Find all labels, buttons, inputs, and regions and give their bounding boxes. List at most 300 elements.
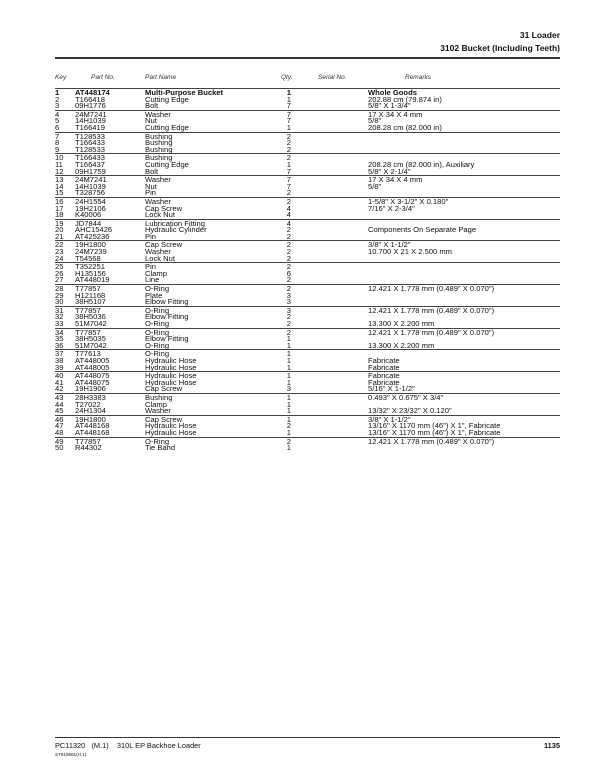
row-group [55, 132, 560, 154]
cell-part-name: Cutting Edge [145, 159, 189, 169]
cell-qty: 1 [286, 340, 291, 350]
col-key: Key [55, 74, 67, 81]
cell-qty: 1 [286, 427, 291, 437]
cell-key: 22 [55, 240, 64, 250]
cell-qty: 7 [286, 101, 291, 111]
cell-remarks: 5/8" [368, 181, 382, 191]
doc-revision: (M.1) [91, 741, 109, 750]
cell-key: 12 [55, 166, 64, 176]
cell-part-name: Washer [145, 247, 171, 257]
cell-part-no: T77857 [75, 436, 101, 446]
col-qty: Qty. [281, 74, 293, 81]
table-row [55, 321, 560, 328]
cell-qty: 7 [286, 181, 291, 191]
cell-qty: 1 [286, 159, 291, 169]
cell-qty: 2 [286, 225, 291, 235]
table-row [55, 155, 560, 162]
col-part-name: Part Name [145, 74, 177, 81]
cell-key: 39 [55, 362, 64, 372]
cell-remarks: Fabricate [368, 355, 400, 365]
table-row [55, 90, 560, 97]
table-row [55, 218, 560, 228]
table-row [55, 190, 560, 197]
cell-part-no: AT448075 [75, 377, 110, 387]
cell-key: 37 [55, 349, 64, 359]
table-row [55, 299, 560, 306]
row-group [55, 437, 560, 452]
cell-part-no: 38H5107 [75, 297, 106, 307]
table-row [55, 109, 560, 119]
section-title: 31 Loader [519, 30, 560, 40]
cell-key: 8 [55, 138, 60, 148]
cell-qty: 1 [286, 362, 291, 372]
cell-part-no: AT448168 [75, 421, 110, 431]
cell-qty: 1 [286, 377, 291, 387]
cell-remarks: 12.421 X 1.778 mm (0.489" X 0.070") [368, 305, 495, 315]
cell-qty: 2 [286, 312, 291, 322]
table-row [55, 140, 560, 147]
table-row [55, 286, 560, 293]
table-row [55, 305, 560, 315]
cell-qty: 7 [286, 166, 291, 176]
cell-qty: 1 [286, 94, 291, 104]
cell-part-name: Washer [145, 196, 171, 206]
cell-key: 10 [55, 153, 64, 163]
table-row [55, 212, 560, 219]
row-group [55, 240, 560, 262]
cell-qty: 2 [286, 231, 291, 241]
table-row [55, 159, 560, 169]
cell-remarks: Fabricate [368, 377, 400, 387]
cell-part-name: Tie Band [145, 443, 176, 453]
cell-key: 7 [55, 131, 60, 141]
cell-part-no: T328756 [75, 188, 105, 198]
cell-part-no: 14H1039 [75, 116, 106, 126]
cell-part-name: Nut [145, 181, 157, 191]
cell-part-name: Line [145, 275, 160, 285]
cell-qty: 4 [286, 210, 291, 220]
cell-part-no: AT425236 [75, 231, 110, 241]
table-row [55, 268, 560, 278]
cell-part-no: T166433 [75, 138, 105, 148]
cell-part-no: AT448174 [75, 88, 110, 97]
cell-part-name: Pin [145, 262, 156, 272]
table-row [55, 408, 560, 415]
cell-remarks: 5/8" X 2-1/4" [368, 166, 411, 176]
table-row [55, 103, 560, 110]
cell-part-name: O-Ring [145, 327, 170, 337]
cell-qty: 2 [286, 262, 291, 272]
cell-key: 14 [55, 181, 64, 191]
cell-key: 33 [55, 319, 64, 328]
cell-remarks: 13/16" X 1170 mm (46") X 1", Fabricate [368, 427, 501, 437]
cell-part-no: AT448019 [75, 275, 110, 285]
cell-key: 3 [55, 101, 60, 111]
cell-key: 1 [55, 88, 60, 97]
cell-part-no: T166433 [75, 153, 105, 163]
cell-remarks: 5/16" X 1-1/2" [368, 384, 415, 394]
cell-part-name: Bushing [145, 131, 173, 141]
cell-part-name: Hydraulic Hose [145, 362, 197, 372]
row-group [55, 175, 560, 197]
cell-part-name: Bolt [145, 166, 159, 176]
row-group [55, 393, 560, 415]
row-group [55, 349, 560, 371]
cell-part-name: Hydraulic Hose [145, 355, 197, 365]
row-group [55, 306, 560, 328]
cell-key: 26 [55, 268, 64, 278]
cell-qty: 3 [286, 384, 291, 394]
cell-part-name: O-Ring [145, 305, 170, 315]
cell-qty: 1 [286, 122, 291, 132]
cell-part-name: Hydraulic Cylinder [145, 225, 207, 235]
cell-remarks: 7/16" X 2-3/4" [368, 203, 415, 213]
cell-qty: 1 [286, 355, 291, 365]
cell-qty: 2 [286, 153, 291, 163]
cell-key: 15 [55, 188, 64, 198]
cell-remarks: 10.700 X 21 X 2.500 mm [368, 247, 453, 257]
table-row [55, 436, 560, 446]
cell-qty: 6 [286, 268, 291, 278]
cell-part-name: Cap Screw [145, 414, 183, 424]
table-row [55, 122, 560, 132]
cell-part-no: T27022 [75, 399, 101, 409]
cell-qty: 1 [286, 88, 291, 97]
row-group [55, 328, 560, 350]
page-number: 1135 [543, 741, 560, 750]
cell-qty: 2 [286, 327, 291, 337]
cell-remarks: 208.28 cm (82.000 in) [368, 122, 442, 132]
table-row [55, 231, 560, 241]
cell-key: 6 [55, 122, 60, 132]
table-row [55, 227, 560, 234]
cell-key: 31 [55, 305, 64, 315]
cell-remarks: 3/8" X 1-1/2" [368, 414, 411, 424]
cell-qty: 2 [286, 138, 291, 148]
cell-part-name: Elbow Fitting [145, 334, 189, 344]
cell-part-name: Bushing [145, 392, 173, 402]
table-row [55, 94, 560, 104]
cell-part-name: Plate [145, 290, 163, 300]
cell-remarks: 12.421 X 1.778 mm (0.489" X 0.070") [368, 327, 495, 337]
cell-part-name: Lubrication Fitting [145, 218, 205, 228]
cell-part-no: 19H2106 [75, 203, 106, 213]
row-group [55, 153, 560, 175]
cell-qty: 7 [286, 175, 291, 185]
cell-part-no: T77613 [75, 349, 101, 359]
cell-qty: 2 [286, 247, 291, 257]
cell-part-no: 19H1800 [75, 414, 106, 424]
cell-part-no: T166418 [75, 94, 105, 104]
cell-qty: 7 [286, 116, 291, 126]
parts-table [55, 88, 560, 452]
cell-remarks: Whole Goods [368, 88, 417, 97]
row-group [55, 219, 560, 241]
cell-qty: 1 [286, 399, 291, 409]
table-row [55, 196, 560, 206]
cell-part-no: T128533 [75, 131, 105, 141]
cell-part-no: AHC15426 [75, 225, 113, 235]
row-group [55, 110, 560, 132]
cell-part-name: Bushing [145, 144, 173, 154]
table-row [55, 392, 560, 402]
doc-number: PC11320 [55, 741, 86, 750]
cell-part-name: Washer [145, 406, 171, 416]
cell-remarks: 17 X 34 X 4 mm [368, 109, 423, 119]
table-row [55, 362, 560, 372]
cell-key: 35 [55, 334, 64, 344]
cell-part-no: 09H1759 [75, 166, 106, 176]
cell-remarks: 17 X 34 X 4 mm [368, 175, 423, 185]
table-row [55, 373, 560, 380]
model-name: 310L EP Backhoe Loader [116, 741, 201, 750]
cell-part-name: Hydraulic Hose [145, 421, 197, 431]
cell-key: 5 [55, 116, 60, 126]
cell-part-name: Bushing [145, 138, 173, 148]
row-group [55, 284, 560, 306]
cell-part-name: Washer [145, 175, 171, 185]
cell-part-name: Clamp [145, 268, 167, 278]
cell-qty: 1 [286, 334, 291, 344]
table-row [55, 131, 560, 141]
cell-qty: 7 [286, 109, 291, 119]
cell-remarks: 0.493" X 0.675" X 3/4" [368, 392, 444, 402]
cell-key: 24 [55, 253, 64, 263]
cell-key: 30 [55, 297, 64, 307]
cell-part-no: 24M7239 [75, 247, 107, 257]
table-row [55, 399, 560, 409]
cell-key: 42 [55, 384, 64, 394]
cell-part-no: H135156 [75, 268, 106, 278]
cell-qty: 1 [286, 392, 291, 402]
cell-part-name: Bushing [145, 153, 173, 163]
cell-part-no: 14H1039 [75, 181, 106, 191]
cell-part-no: 51M7042 [75, 340, 107, 350]
cell-key: 13 [55, 175, 64, 185]
cell-remarks: 1-5/8" X 3-1/2" X 0.180" [368, 196, 449, 206]
cell-part-name: Lock Nut [145, 253, 175, 263]
cell-key: 9 [55, 144, 60, 154]
cell-key: 2 [55, 94, 60, 104]
cell-key: 36 [55, 340, 64, 350]
cell-part-no: T54568 [75, 253, 101, 263]
cell-part-no: AT448005 [75, 355, 110, 365]
cell-key: 49 [55, 436, 64, 446]
table-row [55, 144, 560, 154]
cell-qty: 1 [286, 349, 291, 359]
cell-part-no: AT448005 [75, 362, 110, 372]
cell-part-no: 19H1800 [75, 240, 106, 250]
table-row [55, 166, 560, 176]
table-row [55, 242, 560, 249]
table-row [55, 253, 560, 263]
cell-qty: 2 [286, 284, 291, 294]
cell-part-name: Clamp [145, 399, 167, 409]
cell-part-no: 24M7241 [75, 175, 107, 185]
cell-key: 18 [55, 210, 64, 220]
cell-key: 43 [55, 392, 64, 402]
table-row [55, 181, 560, 191]
cell-part-no: 24H1554 [75, 196, 106, 206]
cell-key: 25 [55, 262, 64, 272]
cell-key: 41 [55, 377, 64, 387]
cell-part-name: Washer [145, 109, 171, 119]
cell-qty: 1 [286, 371, 291, 381]
cell-key: 32 [55, 312, 64, 322]
cell-part-name: Hydraulic Hose [145, 427, 197, 437]
cell-qty: 2 [286, 144, 291, 154]
cell-key: 21 [55, 231, 64, 241]
cell-part-no: T77857 [75, 305, 101, 315]
cell-remarks: 5/8" X 1-3/4" [368, 101, 411, 111]
cell-key: 46 [55, 414, 64, 424]
table-row [55, 427, 560, 437]
row-group [55, 371, 560, 393]
table-row [55, 445, 560, 452]
table-row [55, 340, 560, 350]
table-row [55, 203, 560, 213]
cell-key: 34 [55, 327, 64, 337]
cell-part-no: 09H1776 [75, 101, 106, 111]
cell-part-no: AT448168 [75, 427, 110, 437]
cell-part-name: Pin [145, 188, 156, 198]
table-row [55, 118, 560, 125]
table-row [55, 177, 560, 184]
cell-part-name: Multi-Purpose Bucket [145, 88, 224, 97]
table-row [55, 314, 560, 321]
row-group [55, 415, 560, 437]
cell-part-name: Lock Nut [145, 210, 175, 220]
cell-qty: 3 [286, 305, 291, 315]
cell-remarks: 13/16" X 1170 mm (46") X 1", Fabricate [368, 421, 501, 431]
cell-remarks: 5/8" [368, 116, 382, 126]
cell-remarks: 208.28 cm (82.000 in), Auxiliary [368, 159, 475, 169]
cell-part-name: Cutting Edge [145, 94, 189, 104]
cell-key: 40 [55, 371, 64, 381]
cell-remarks: 13/32" X 23/32" X 0.120" [368, 406, 452, 416]
cell-part-no: H121168 [75, 290, 106, 300]
cell-qty: 2 [286, 275, 291, 285]
cell-qty: 2 [286, 421, 291, 431]
cell-key: 17 [55, 203, 64, 213]
cell-remarks: 12.421 X 1.778 mm (0.489" X 0.070") [368, 284, 495, 294]
cell-key: 38 [55, 355, 64, 365]
row-group [55, 197, 560, 219]
cell-qty: 3 [286, 297, 291, 307]
table-row [55, 290, 560, 300]
cell-part-name: Hydraulic Hose [145, 371, 197, 381]
row-group [55, 262, 560, 284]
cell-remarks: 13.300 X 2.200 mm [368, 340, 435, 350]
table-row [55, 336, 560, 343]
cell-part-no: 24M7241 [75, 109, 107, 119]
col-serial: Serial No. [318, 74, 347, 81]
cell-part-name: Hydraulic Hose [145, 377, 197, 387]
cell-part-no: K40006 [75, 210, 102, 220]
cell-part-name: Bolt [145, 101, 159, 111]
cell-key: 29 [55, 290, 64, 300]
cell-remarks: 12.421 X 1.778 mm (0.489" X 0.070") [368, 436, 495, 446]
col-remarks: Remarks [405, 74, 432, 81]
footer-rule [55, 737, 560, 738]
page-title: 3102 Bucket (Including Teeth) [440, 43, 560, 53]
cell-qty: 2 [286, 253, 291, 263]
cell-remarks: 13.300 X 2.200 mm [368, 319, 435, 328]
cell-key: 27 [55, 275, 64, 285]
cell-part-no: 24H1304 [75, 406, 106, 416]
cell-qty: 2 [286, 436, 291, 446]
cell-part-no: T128533 [75, 144, 105, 154]
cell-part-name: O-Ring [145, 340, 170, 350]
cell-remarks: 202.88 cm (79.874 in) [368, 94, 442, 104]
table-row [55, 277, 560, 284]
cell-key: 23 [55, 247, 64, 257]
cell-key: 19 [55, 218, 64, 228]
cell-key: 50 [55, 443, 64, 453]
cell-qty: 1 [286, 414, 291, 424]
doc-code: ST819681(H.1) [55, 752, 87, 757]
cell-part-no: 51M7042 [75, 319, 107, 328]
cell-key: 28 [55, 284, 64, 294]
cell-part-name: Pin [145, 231, 156, 241]
cell-key: 44 [55, 399, 64, 409]
cell-qty: 2 [286, 196, 291, 206]
cell-part-no: 38H5036 [75, 312, 106, 322]
cell-qty: 2 [286, 188, 291, 198]
footer [55, 741, 560, 757]
cell-key: 48 [55, 427, 64, 437]
cell-part-name: Cap Screw [145, 203, 183, 213]
cell-qty: 3 [286, 290, 291, 300]
cell-part-name: O-Ring [145, 319, 170, 328]
cell-key: 4 [55, 109, 60, 119]
cell-part-no: T352251 [75, 262, 105, 272]
table-row [55, 377, 560, 387]
cell-part-no: 19H1906 [75, 384, 106, 394]
cell-qty: 2 [286, 319, 291, 328]
cell-qty: 2 [286, 131, 291, 141]
cell-key: 16 [55, 196, 64, 206]
cell-part-name: O-Ring [145, 349, 170, 359]
cell-part-no: T166419 [75, 122, 105, 132]
table-row [55, 327, 560, 337]
cell-key: 20 [55, 225, 64, 235]
cell-remarks: 3/8" X 1-1/2" [368, 240, 411, 250]
cell-key: 11 [55, 159, 63, 169]
header-rule [55, 57, 560, 59]
cell-remarks: Components On Separate Page [368, 225, 477, 235]
cell-part-name: Cutting Edge [145, 122, 189, 132]
cell-remarks: Fabricate [368, 371, 400, 381]
table-row [55, 351, 560, 358]
cell-part-no: JD7844 [75, 218, 102, 228]
cell-qty: 1 [286, 406, 291, 416]
cell-part-name: Nut [145, 116, 157, 126]
row-group [55, 88, 560, 110]
cell-key: 45 [55, 406, 64, 416]
table-row [55, 355, 560, 365]
cell-part-no: AT448075 [75, 371, 110, 381]
cell-part-name: Cap Screw [145, 384, 183, 394]
cell-part-name: Elbow Fitting [145, 312, 189, 322]
cell-qty: 4 [286, 203, 291, 213]
cell-part-name: O-Ring [145, 284, 170, 294]
cell-part-name: Elbow Fitting [145, 297, 189, 307]
col-part-no: Part No. [91, 74, 115, 81]
cell-part-name: O-Ring [145, 436, 170, 446]
cell-part-no: R44302 [75, 443, 102, 453]
cell-qty: 2 [286, 240, 291, 250]
